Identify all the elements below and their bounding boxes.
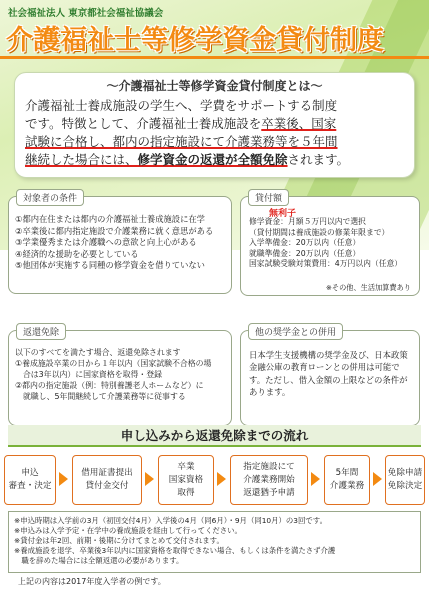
footer-line: 上記の内容は2017年度入学者の例です。 (18, 577, 166, 586)
list-item: ④経済的な援助を必要としている (15, 248, 139, 259)
step-line: 免除申請 (387, 468, 423, 478)
note-item: ※貸付金は年2回、前期・後期に分けてまとめて交付されます。 (14, 536, 224, 545)
note-item: ※申込みは入学予定・在学中の養成施設を経由して行ってください。 (14, 526, 242, 535)
step-line: 貸付金交付 (85, 481, 129, 491)
arrow-right-icon (145, 472, 154, 486)
list-item: ②都内の指定施設（例：特別養護老人ホームなど）に (15, 381, 204, 390)
list-item: （貸付期間は養成施設の修業年限まで） (249, 227, 390, 237)
step-line: 介護業務開始 (243, 474, 295, 485)
list-item: 就職し、5年間継続して介護業務等に従事する (15, 392, 186, 401)
conditions-box (8, 196, 232, 294)
list-item: 就職準備金：20万以内（任意） (249, 248, 361, 258)
conditions-list (15, 214, 213, 272)
step-line: 指定施設にて (243, 461, 295, 472)
flow-step (324, 455, 370, 505)
intro-text: です。特徴として、介護福祉士養成施設を (25, 116, 262, 131)
step-line: 取得 (177, 487, 195, 498)
list-item: 国家試験受験対策費用：4万円以内（任意） (249, 259, 403, 269)
flow-steps (4, 455, 425, 505)
list-item: 合は3年以内）に国家資格を取得・登録 (15, 370, 163, 379)
arrow-right-icon (311, 472, 320, 486)
intro-underlined: 継続した場合には、 (25, 152, 138, 167)
step-line: 審査・決定 (8, 481, 52, 491)
other-scholarship-tag: 他の奨学金との併用 (248, 323, 343, 340)
intro-body (25, 97, 410, 169)
loan-note: ※その他、生活加算費あり (325, 283, 411, 292)
list-item: ①養成施設卒業の日から１年以内（国家試験不合格の場 (15, 359, 212, 368)
intro-underlined: 試験に合格し、都内の指定施設にて介護業務等を５年間 (25, 134, 338, 149)
arrow-right-icon (217, 472, 226, 486)
list-item: ①都内在住または都内の介護福祉士養成施設に在学 (15, 214, 205, 224)
step-line: 国家資格 (168, 474, 204, 485)
intro-box (14, 72, 415, 178)
other-scholarship-text: 日本学生支援機構の奨学金及び、日本政策金融公庫の教育ローンとの併用は可能です。ただし、借入金額の上限などの条件があります。 (249, 350, 408, 398)
step-line: 借用証書提出 (81, 468, 133, 478)
step-line: 介護業務 (329, 481, 365, 491)
note-item: ※申込時期は入学前の3月（初回交付4月）入学後の4月（同6月）・9月（同10月）の3回です。 (14, 516, 327, 525)
intro-underlined: 卒業後、国家 (261, 116, 337, 131)
flow-step (230, 455, 308, 505)
intro-text: されます。 (287, 152, 350, 167)
arrow-right-icon (373, 472, 382, 486)
step-line: 免除決定 (387, 481, 423, 491)
flow-title: 申し込みから返還免除までの流れ (8, 425, 421, 447)
step-line: 返還猶予申請 (243, 487, 295, 498)
flow-step (4, 455, 56, 505)
list-item: ⑤他団体が実施する同種の修学資金を借りていない (15, 260, 205, 271)
exemption-box (8, 330, 232, 426)
note-item: ※養成施設を退学、卒業後3年以内に国家資格を取得できない場合、もしくは条件を満たさず介護 (14, 546, 336, 555)
step-line: 5年間 (335, 468, 359, 478)
intro-heading: ～介護福祉士等修学資金貸付制度とは～ (106, 79, 323, 93)
organization-name: 社会福祉法人 東京都社会福祉協議会 (8, 8, 164, 19)
interest-free-label: 無利子 (269, 209, 297, 219)
title-rule (0, 56, 429, 59)
notes-box (8, 511, 421, 573)
flow-step (158, 455, 214, 505)
page-title: 介護福祉士等修学資金貸付制度 (6, 25, 384, 56)
flow-step (385, 455, 425, 505)
step-line: 申込 (21, 468, 39, 478)
loan-box (240, 196, 420, 296)
list-item: 以下のすべてを満たす場合、返還免除されます (15, 348, 181, 357)
exemption-tag: 返還免除 (16, 323, 66, 340)
other-scholarship-box (240, 330, 420, 426)
footer-notice (18, 576, 166, 587)
list-item: 修学資金：月額５万円以内で選択 (249, 217, 366, 226)
intro-emphasis: 修学資金の返還が全額免除 (137, 152, 288, 167)
list-item: ②卒業後に都内指定施設で介護業務に就く意思がある (15, 225, 214, 236)
step-line: 卒業 (177, 461, 195, 472)
arrow-right-icon (59, 472, 68, 486)
exemption-list (15, 347, 211, 402)
loan-tag: 貸付額 (248, 189, 289, 206)
notes-list (14, 516, 335, 566)
intro-line (25, 115, 410, 133)
intro-line (25, 151, 410, 169)
conditions-tag: 対象者の条件 (16, 189, 84, 206)
note-item: 職を辞めた場合には全額返還の必要があります。 (14, 556, 184, 565)
loan-list (249, 217, 402, 270)
list-item: 入学準備金：20万以内（任意） (249, 238, 361, 248)
list-item: ③学業優秀または介護職への意欲と向上心がある (15, 237, 197, 248)
intro-line: 介護福祉士養成施設の学生へ、学費をサポートする制度 (25, 98, 338, 113)
intro-line (25, 133, 410, 151)
flow-step (72, 455, 142, 505)
